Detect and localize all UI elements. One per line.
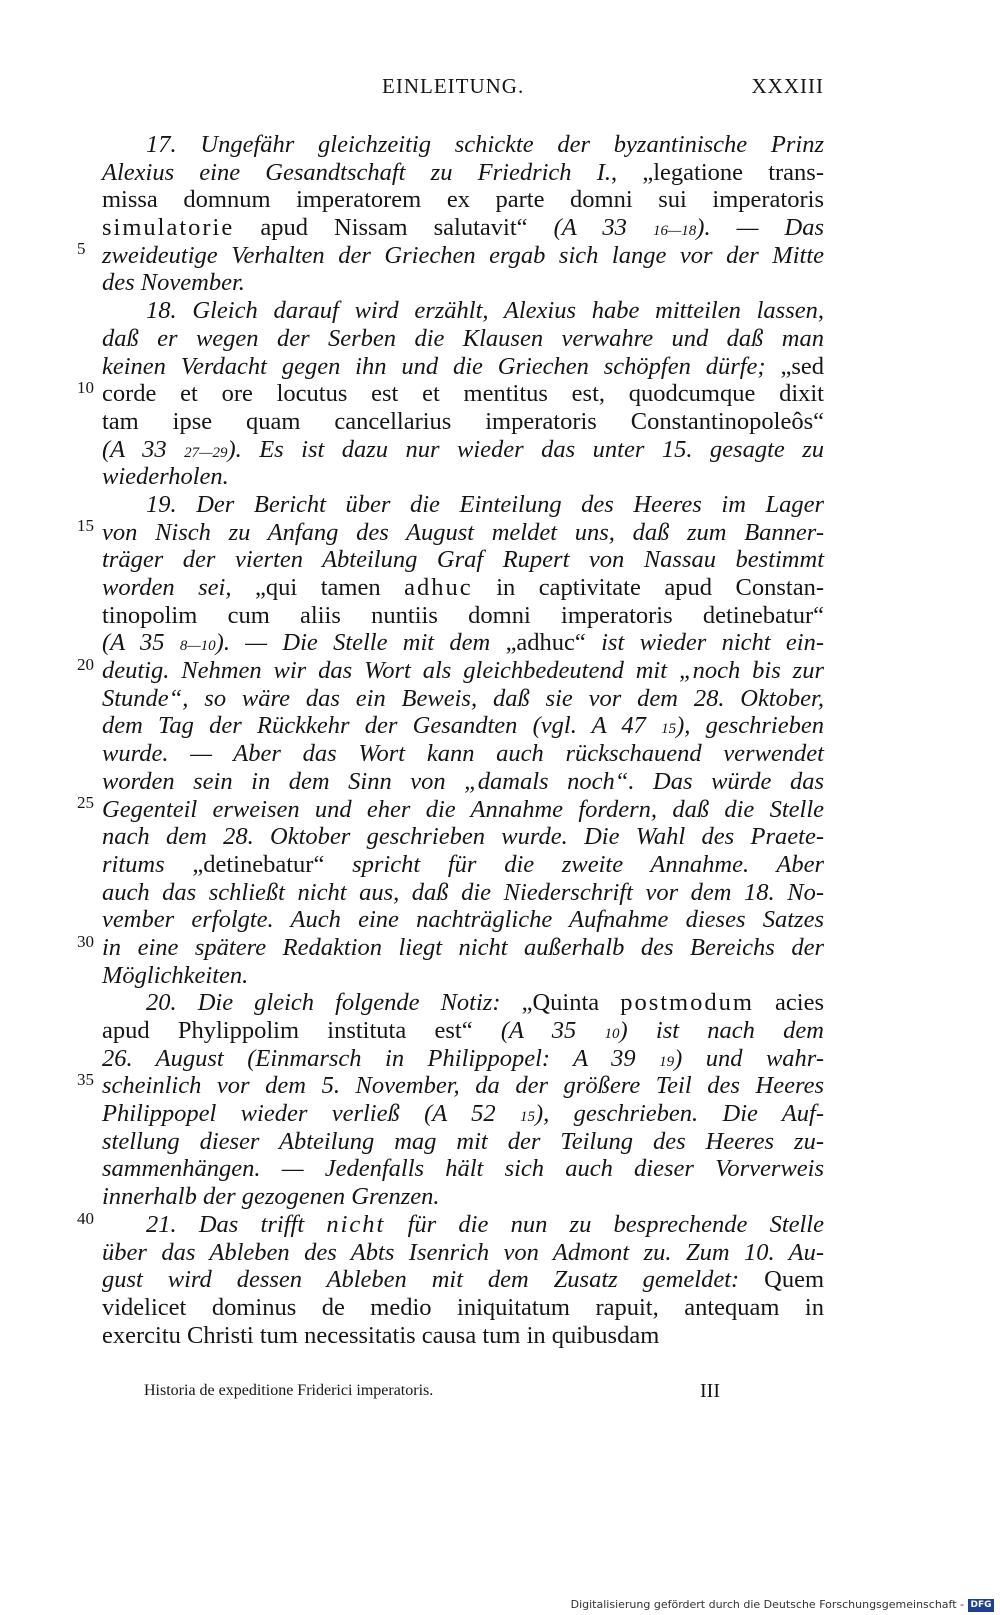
- text-line: [102, 1266, 824, 1294]
- text-segment: wurde. — Aber das Wort kann auch rückschauend verwendet: [102, 740, 824, 768]
- text-segment: 16—18: [652, 223, 697, 240]
- text-line: [102, 1017, 824, 1045]
- line-number: 30: [77, 932, 94, 951]
- text-segment: des November.: [102, 269, 245, 297]
- text-line: [102, 1100, 824, 1128]
- text-segment: Gegenteil erweisen und eher die Annahme fordern, daß die Stelle: [102, 795, 824, 823]
- text-segment: auch das schließt nicht aus, daß die Niederschrift vor dem 18. No-: [102, 878, 824, 906]
- line-number: 40: [77, 1209, 94, 1228]
- footer-source-title: Historia de expeditione Friderici imperatoris.: [144, 1382, 434, 1399]
- text-segment: „sed: [765, 352, 824, 380]
- text-segment: träger der vierten Abteilung Graf Rupert von Nassau bestimmt: [102, 546, 824, 574]
- text-line: [102, 629, 824, 657]
- text-line: [102, 602, 824, 630]
- text-line: [102, 989, 824, 1017]
- text-segment: daß er wegen der Serben die Klausen verwahre und daß man: [102, 324, 824, 352]
- text-line: [102, 325, 824, 353]
- text-segment: apud Nissam salutavit“: [234, 214, 554, 242]
- text-segment: Stunde“, so wäre das ein Beweis, daß sie vor dem 28. Oktober,: [102, 684, 824, 712]
- text-line: [102, 214, 824, 242]
- text-line: [102, 1155, 824, 1183]
- dfg-logo: DFG: [968, 1599, 994, 1612]
- text-segment: ist wieder nicht ein-: [585, 629, 824, 657]
- text-segment: 27—29: [184, 444, 228, 461]
- text-segment: nicht: [326, 1210, 386, 1238]
- text-segment: 19. Der Bericht über die Einteilung des Heeres im Lager: [146, 490, 824, 518]
- text-segment: Philippopel wieder verließ (A 52: [102, 1100, 521, 1128]
- text-line: [102, 906, 824, 934]
- text-line: [102, 851, 824, 879]
- text-segment: zweideutige Verhalten der Griechen ergab sich lange vor der Mitte: [102, 241, 824, 269]
- text-segment: in eine spätere Redaktion liegt nicht außerhalb des Bereichs der: [102, 933, 824, 961]
- text-line: [102, 796, 824, 824]
- text-segment: acies: [753, 989, 824, 1017]
- text-segment: missa domnum imperatorem ex parte domni sui imperatoris: [102, 186, 824, 214]
- text-segment: videlicet dominus de medio iniquitatum rapuit, antequam in: [102, 1293, 824, 1321]
- text-line: [102, 131, 824, 159]
- text-line: [102, 519, 824, 547]
- text-line: [102, 1322, 824, 1350]
- text-segment: ). — Die Stelle mit dem: [215, 629, 506, 657]
- text-segment: Quem: [739, 1266, 825, 1294]
- text-line: [102, 934, 824, 962]
- text-line: [102, 823, 824, 851]
- text-line: [102, 491, 824, 519]
- text-segment: ). Es ist dazu nur wieder das unter 15. gesagte zu: [227, 435, 824, 463]
- text-segment: 26. August (Einmarsch in Philippopel: A 39: [102, 1044, 660, 1072]
- text-segment: vember erfolgte. Auch eine nachträgliche Aufnahme dieses Satzes: [102, 906, 824, 934]
- line-number: 5: [77, 239, 86, 258]
- text-segment: worden sei,: [102, 574, 232, 601]
- text-segment: worden sein in dem Sinn von „damals noch“. Das würde das: [102, 767, 824, 795]
- text-segment: in captivitate apud Constan-: [472, 574, 824, 601]
- text-segment: „Quinta: [500, 989, 621, 1017]
- text-segment: ritums: [102, 850, 193, 878]
- text-line: [102, 768, 824, 796]
- text-segment: „qui tamen: [231, 574, 405, 601]
- line-number: 35: [77, 1070, 94, 1089]
- text-line: [102, 1211, 824, 1239]
- text-segment: von Nisch zu Anfang des August meldet uns, daß zum Banner-: [102, 518, 824, 546]
- line-number: 25: [77, 793, 94, 812]
- line-number: 10: [77, 378, 94, 397]
- text-segment: dem Tag der Rückkehr der Gesandten (vgl. A 47: [102, 712, 662, 740]
- text-segment: 19: [659, 1053, 675, 1070]
- text-segment: stellung dieser Abteilung mag mit der Teilung des Heeres zu-: [102, 1127, 824, 1155]
- digitization-note: Digitalisierung gefördert durch die Deutsche Forschungsgemeinschaft -: [570, 1598, 964, 1611]
- text-segment: 20. Die gleich folgende Notiz:: [146, 989, 501, 1017]
- page-number: XXXIII: [751, 74, 824, 98]
- text-line: [102, 1183, 824, 1211]
- text-line: [102, 353, 824, 381]
- text-line: [102, 269, 824, 297]
- text-line: [102, 1045, 824, 1073]
- text-line: [102, 962, 824, 990]
- text-segment: 8—10: [179, 638, 216, 655]
- signature-mark: III: [700, 1380, 720, 1402]
- text-segment: innerhalb der gezogenen Grenzen.: [102, 1183, 440, 1211]
- text-segment: (A 35: [102, 629, 180, 657]
- running-title: EINLEITUNG.: [382, 74, 525, 98]
- text-line: [102, 242, 824, 270]
- text-line: [102, 297, 824, 325]
- text-segment: Alexius eine Gesandtschaft zu Friedrich I.: [102, 158, 612, 186]
- text-line: [102, 1294, 824, 1322]
- text-segment: exercitu Christi tum necessitatis causa tum in quibusdam: [102, 1321, 660, 1349]
- text-line: [102, 546, 824, 574]
- text-segment: 15: [661, 721, 677, 738]
- text-segment: ), geschrieben: [676, 712, 824, 740]
- text-line: [102, 685, 824, 713]
- text-segment: postmodum: [620, 989, 754, 1017]
- text-segment: ). — Das: [696, 214, 825, 242]
- text-segment: für die nun zu besprechende Stelle: [385, 1210, 824, 1238]
- text-segment: gust wird dessen Ableben mit dem Zusatz gemeldet:: [102, 1266, 740, 1294]
- text-segment: simulatorie: [102, 214, 235, 242]
- text-line: [102, 1128, 824, 1156]
- text-segment: 18. Gleich darauf wird erzählt, Alexius habe mitteilen lassen,: [146, 297, 824, 325]
- text-segment: deutig. Nehmen wir das Wort als gleichbedeutend mit „noch bis zur: [102, 657, 824, 685]
- text-segment: , „legatione trans-: [611, 158, 824, 186]
- text-segment: 15: [520, 1109, 536, 1126]
- line-number: 15: [77, 516, 94, 535]
- text-segment: 17. Ungefähr gleichzeitig schickte der byzantinische Prinz: [146, 131, 824, 158]
- text-segment: „detinebatur“: [192, 850, 325, 878]
- text-segment: tam ipse quam cancellarius imperatoris Constantinopoleôs“: [102, 407, 824, 435]
- text-line: [102, 574, 824, 602]
- running-header: [102, 74, 824, 104]
- text-segment: Möglichkeiten.: [102, 961, 249, 989]
- text-segment: corde et ore locutus est et mentitus est, quodcumque dixit: [102, 380, 824, 408]
- text-line: [102, 408, 824, 436]
- text-line: [102, 657, 824, 685]
- text-line: [102, 740, 824, 768]
- text-segment: (A 33: [102, 435, 185, 463]
- body-text: [102, 131, 824, 1349]
- text-line: [102, 436, 824, 464]
- text-segment: über das Ableben des Abts Isenrich von Admont zu. Zum 10. Au-: [102, 1238, 824, 1266]
- text-segment: wiederholen.: [102, 463, 229, 491]
- text-segment: keinen Verdacht gegen ihn und die Griechen schöpfen dürfe;: [102, 352, 766, 380]
- text-segment: „adhuc“: [505, 629, 586, 657]
- text-line: [102, 1072, 824, 1100]
- text-segment: spricht für die zweite Annahme. Aber: [324, 850, 824, 878]
- text-line: [102, 463, 824, 491]
- text-line: [102, 1239, 824, 1267]
- text-segment: 10: [604, 1026, 620, 1042]
- text-segment: 21. Das trifft: [146, 1210, 327, 1238]
- text-segment: (A 35: [500, 1017, 605, 1044]
- text-segment: ) und wahr-: [674, 1044, 825, 1072]
- text-segment: apud Phylippolim instituta est“: [102, 1017, 501, 1044]
- text-segment: adhuc: [404, 574, 473, 601]
- line-number: 20: [77, 655, 94, 674]
- text-segment: ) ist nach dem: [619, 1017, 824, 1044]
- text-line: [102, 186, 824, 214]
- text-segment: tinopolim cum aliis nuntiis domni imperatoris detinebatur“: [102, 601, 824, 629]
- text-line: [102, 879, 824, 907]
- text-segment: nach dem 28. Oktober geschrieben wurde. Die Wahl des Praete-: [102, 823, 824, 851]
- text-line: [102, 712, 824, 740]
- text-segment: scheinlich vor dem 5. November, da der größere Teil des Heeres: [102, 1072, 824, 1100]
- text-line: [102, 159, 824, 187]
- text-line: [102, 380, 824, 408]
- text-segment: sammenhängen. — Jedenfalls hält sich auch dieser Vorverweis: [102, 1155, 824, 1183]
- text-segment: ), geschrieben. Die Auf-: [535, 1100, 824, 1128]
- text-segment: (A 33: [553, 214, 653, 242]
